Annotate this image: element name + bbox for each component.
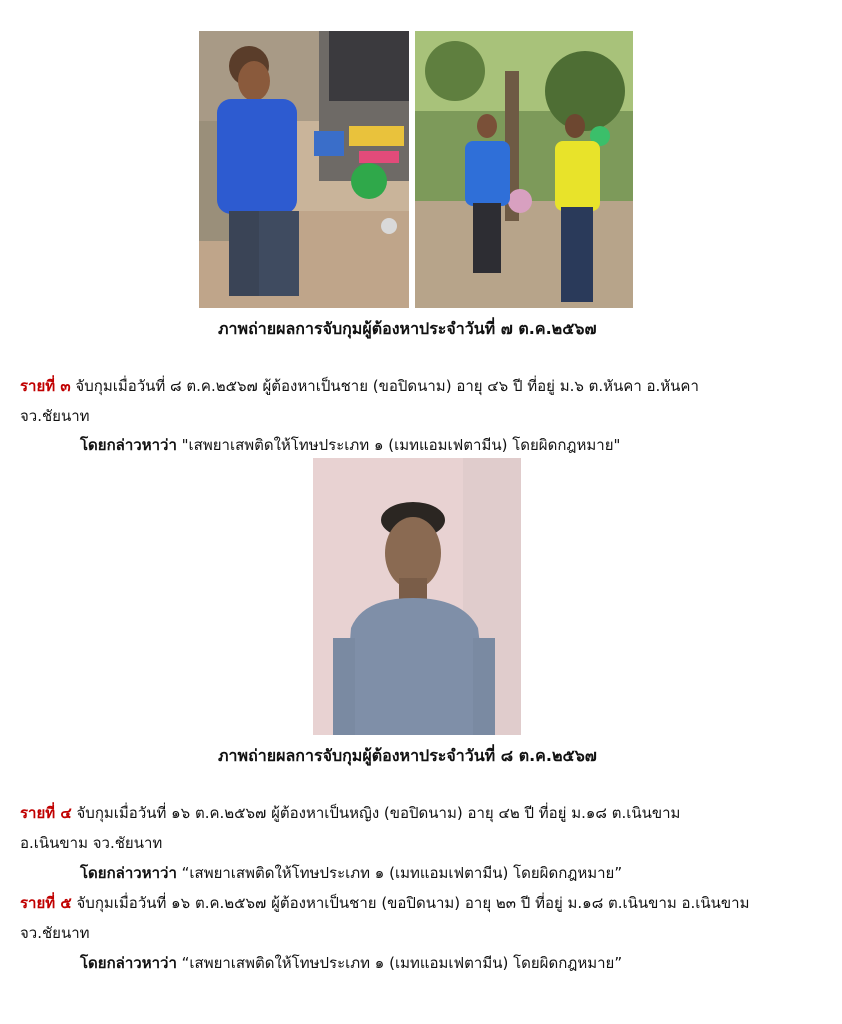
case-4-charge-text: “เสพยาเสพติดให้โทษประเภท ๑ (เมทแอมเฟตามีน) โดยผิดกฎหมาย” [181,864,623,882]
arrest-photo-1 [199,31,409,308]
case-5-label: รายที่ ๕ [20,894,72,912]
case-4-details: จับกุมเมื่อวันที่ ๑๖ ต.ค.๒๕๖๗ ผู้ต้องหาเป็นหญิง (ขอปิดนาม) อายุ ๔๒ ปี ที่อยู่ ม.๑๘ ต.เนินขาม [76,804,681,822]
case-5-line-1 [20,893,750,913]
case-4-label: รายที่ ๔ [20,804,72,822]
case-5-details: จับกุมเมื่อวันที่ ๑๖ ต.ค.๒๕๖๗ ผู้ต้องหาเป็นชาย (ขอปิดนาม) อายุ ๒๓ ปี ที่อยู่ ม.๑๘ ต.เนินขาม อ.เนินขาม [76,894,750,912]
case-3-details: จับกุมเมื่อวันที่ ๘ ต.ค.๒๕๖๗ ผู้ต้องหาเป็นชาย (ขอปิดนาม) อายุ ๔๖ ปี ที่อยู่ ม.๖ ต.หันคา อ.หันคา [75,377,699,395]
case-3-charge-text: "เสพยาเสพติดให้โทษประเภท ๑ (เมทแอมเฟตามีน) โดยผิดกฎหมาย" [181,436,621,454]
case-5-charge-label: โดยกล่าวหาว่า [80,954,177,972]
case-4-line-1 [20,803,680,823]
case-4-charge-label: โดยกล่าวหาว่า [80,864,177,882]
arrest-photo-2 [415,31,633,308]
case-3-line-2: จว.ชัยนาท [20,407,90,425]
photo-caption-1: ภาพถ่ายผลการจับกุมผู้ต้องหาประจำวันที่ ๗ ต.ค.๒๕๖๗ [218,319,597,338]
case-3-line-1 [20,376,699,396]
case-5-line-2: จว.ชัยนาท [20,924,90,942]
case-5-charge-text: “เสพยาเสพติดให้โทษประเภท ๑ (เมทแอมเฟตามีน) โดยผิดกฎหมาย” [181,954,623,972]
case-4-line-2: อ.เนินขาม จว.ชัยนาท [20,834,163,852]
case-3-charge [80,435,620,455]
photo-caption-2: ภาพถ่ายผลการจับกุมผู้ต้องหาประจำวันที่ ๘ ต.ค.๒๕๖๗ [218,746,597,765]
case-5-charge [80,953,622,973]
case-3-charge-label: โดยกล่าวหาว่า [80,436,177,454]
case-4-charge [80,863,622,883]
case-3-label: รายที่ ๓ [20,377,71,395]
arrest-photo-3 [313,458,521,735]
